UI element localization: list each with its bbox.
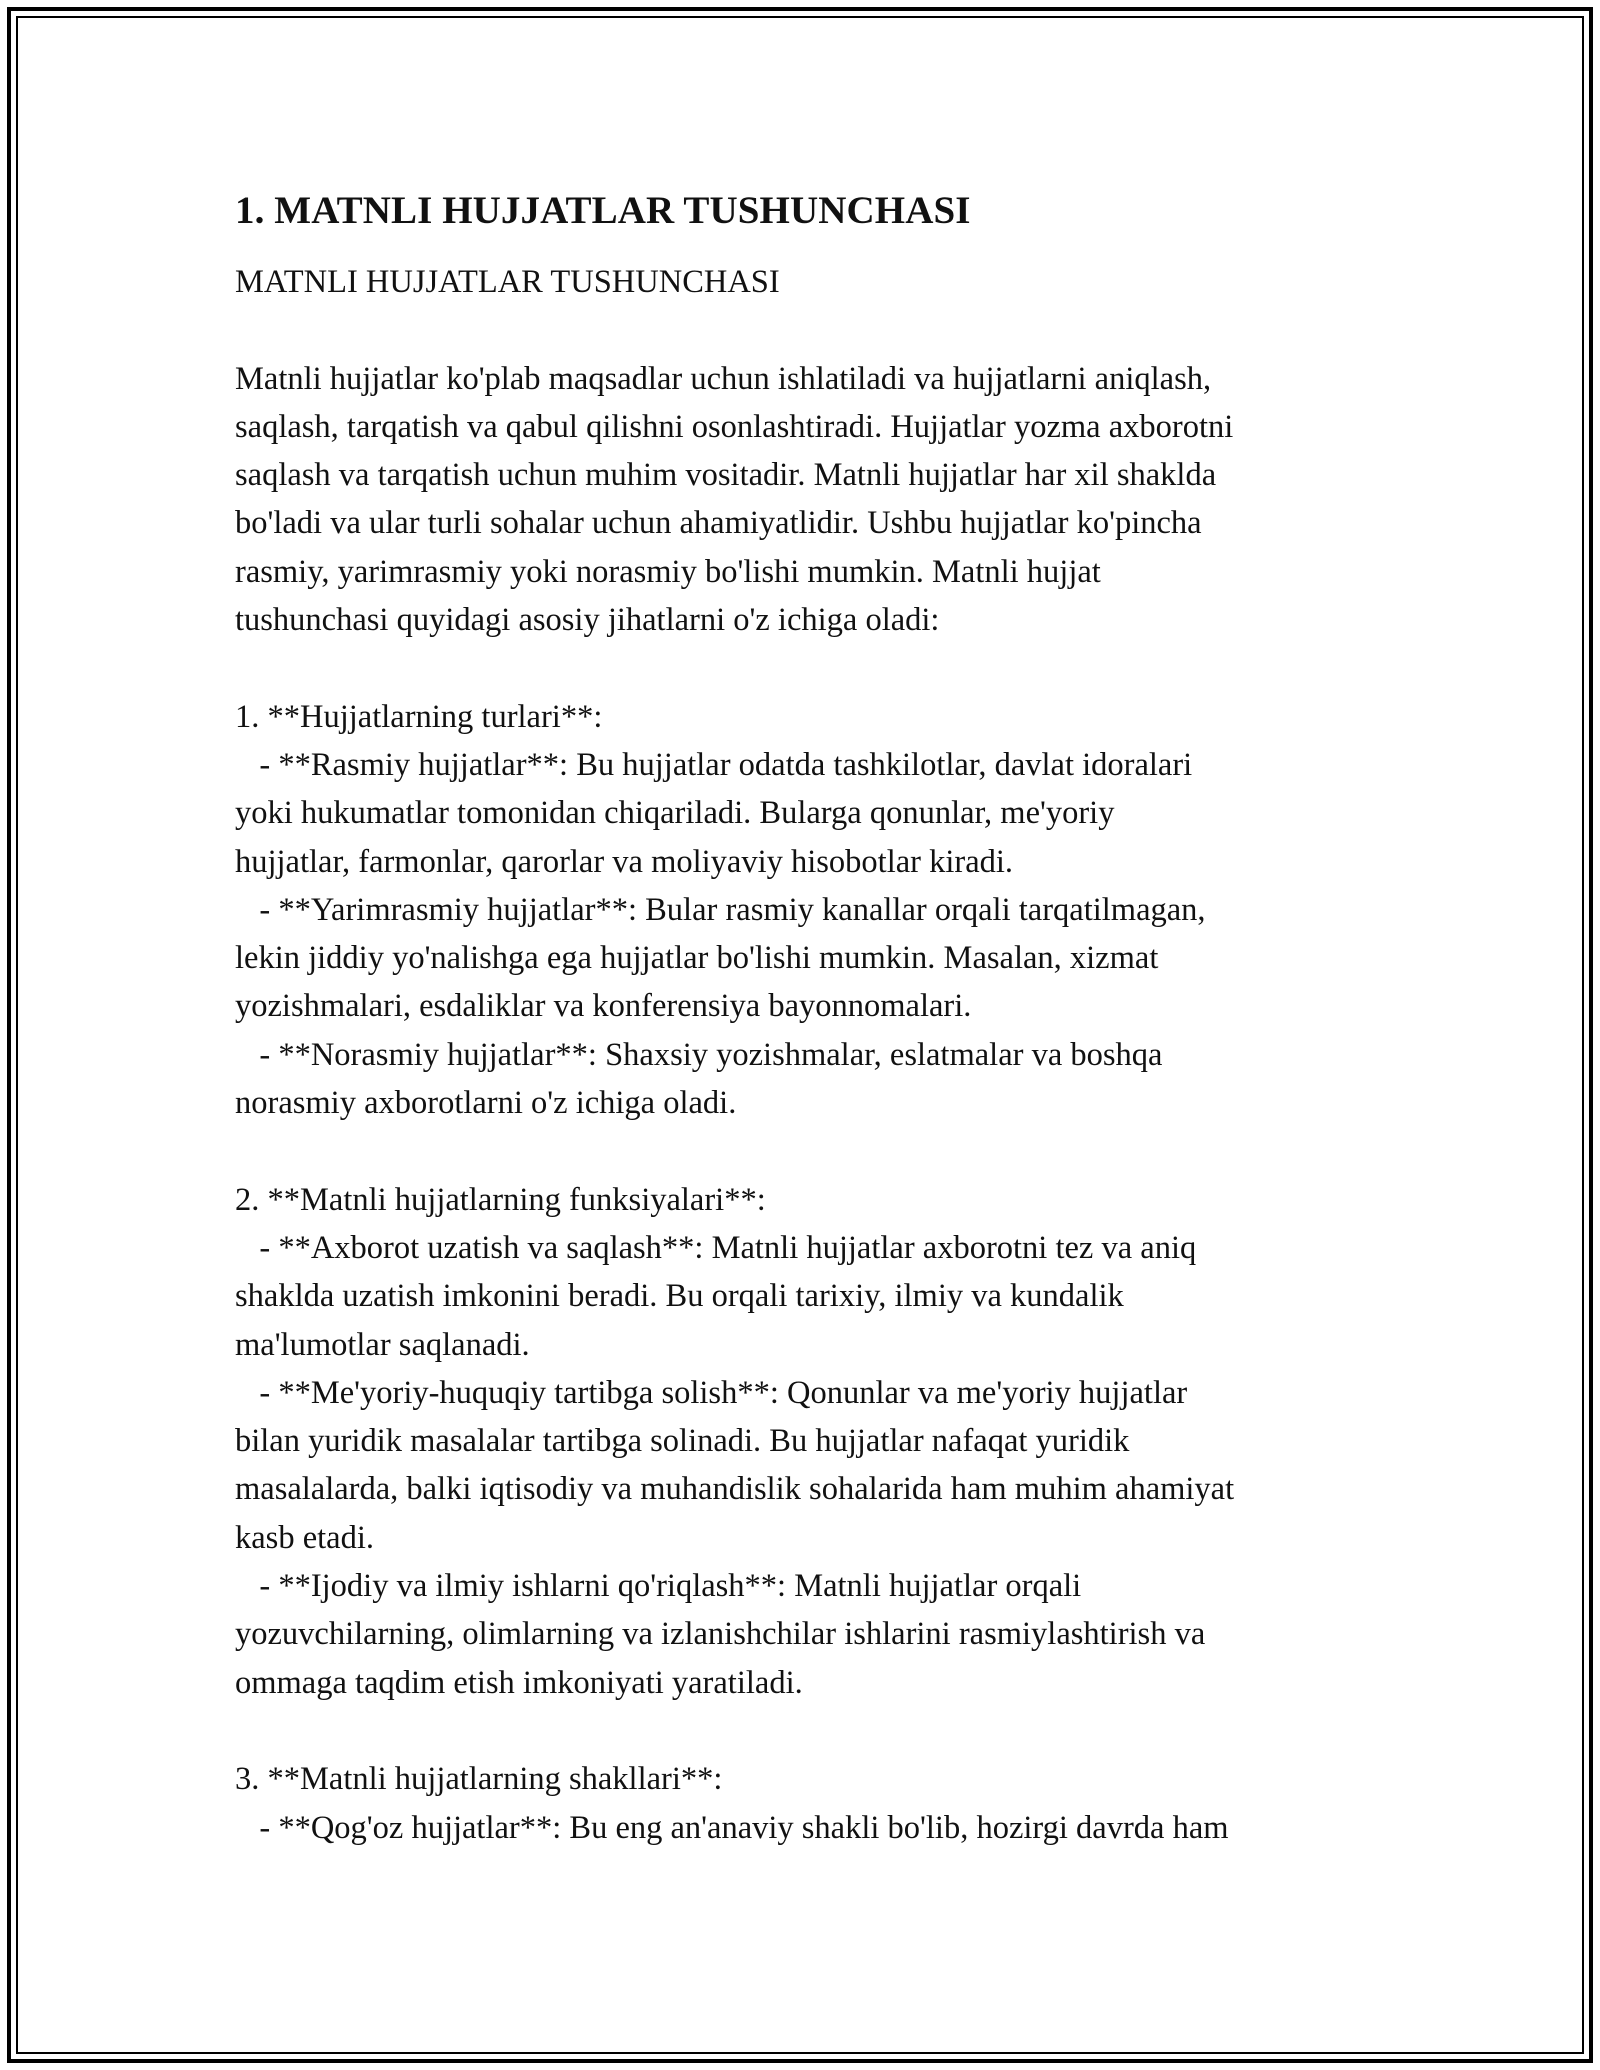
document-page xyxy=(235,186,1370,1852)
document-heading: 1. MATNLI HUJJATLAR TUSHUNCHASI xyxy=(235,189,971,232)
document-body: MATNLI HUJJATLAR TUSHUNCHASI Matnli hujjatlar ko'plab maqsadlar uchun ishlatiladi va hujjatlarni aniqlash, saqlash, tarqatish va qabul qilishni osonlashtiradi. Hujjatlar yozma axborotni saqlash va tarqatish uchun muhim vositadir. Matnli hujjatlar har xil shaklda bo'ladi va ular turli sohalar uchun ahamiyatlidir. Ushbu hujjatlar ko'pincha rasmiy, yarimrasmiy yoki norasmiy bo'lishi mumkin. Matnli hujjat tushunchasi quyidagi asosiy jihatlarni o'z ichiga oladi: 1. **Hujjatlarning turlari**: - **Rasmiy hujjatlar**: Bu hujjatlar odatda tashkilotlar, davlat idoralari yoki hukumatlar tomonidan chiqariladi. Bularga qonunlar, me'yoriy hujjatlar, farmonlar, qarorlar va moliyaviy hisobotlar kiradi. - **Yarimrasmiy hujjatlar**: Bular rasmiy kanallar orqali tarqatilmagan, lekin jiddiy yo'nalishga ega hujjatlar bo'lishi mumkin. Masalan, xizmat yozishmalari, esdaliklar va konferensiya bayonnomalari. - **Norasmiy hujjatlar**: Shaxsiy yozishmalar, eslatmalar va boshqa norasmiy axborotlarni o'z ichiga oladi. 2. **Matnli hujjatlarning funksiyalari**: - **Axborot uzatish va saqlash**: Matnli hujjatlar axborotni tez va aniq shaklda uzatish imkonini beradi. Bu orqali tarixiy, ilmiy va kundalik ma'lumotlar saqlanadi. - **Me'yoriy-huquqiy tartibga solish**: Qonunlar va me'yoriy hujjatlar bilan yuridik masalalar tartibga solinadi. Bu hujjatlar nafaqat yuridik masalalarda, balki iqtisodiy va muhandislik sohalarida ham muhim ahamiyat kasb etadi. - **Ijodiy va ilmiy ishlarni qo'riqlash**: Matnli hujjatlar orqali yozuvchilarning, olimlarning va izlanishchilar ishlarini rasmiylashtirish va ommaga taqdim etish imkoniyati yaratiladi. 3. **Matnli hujjatlarning shakllari**: - **Qog'oz hujjatlar**: Bu eng an'anaviy shakli bo'lib, hozirgi davrda ham xyxy=(235,264,1235,1846)
